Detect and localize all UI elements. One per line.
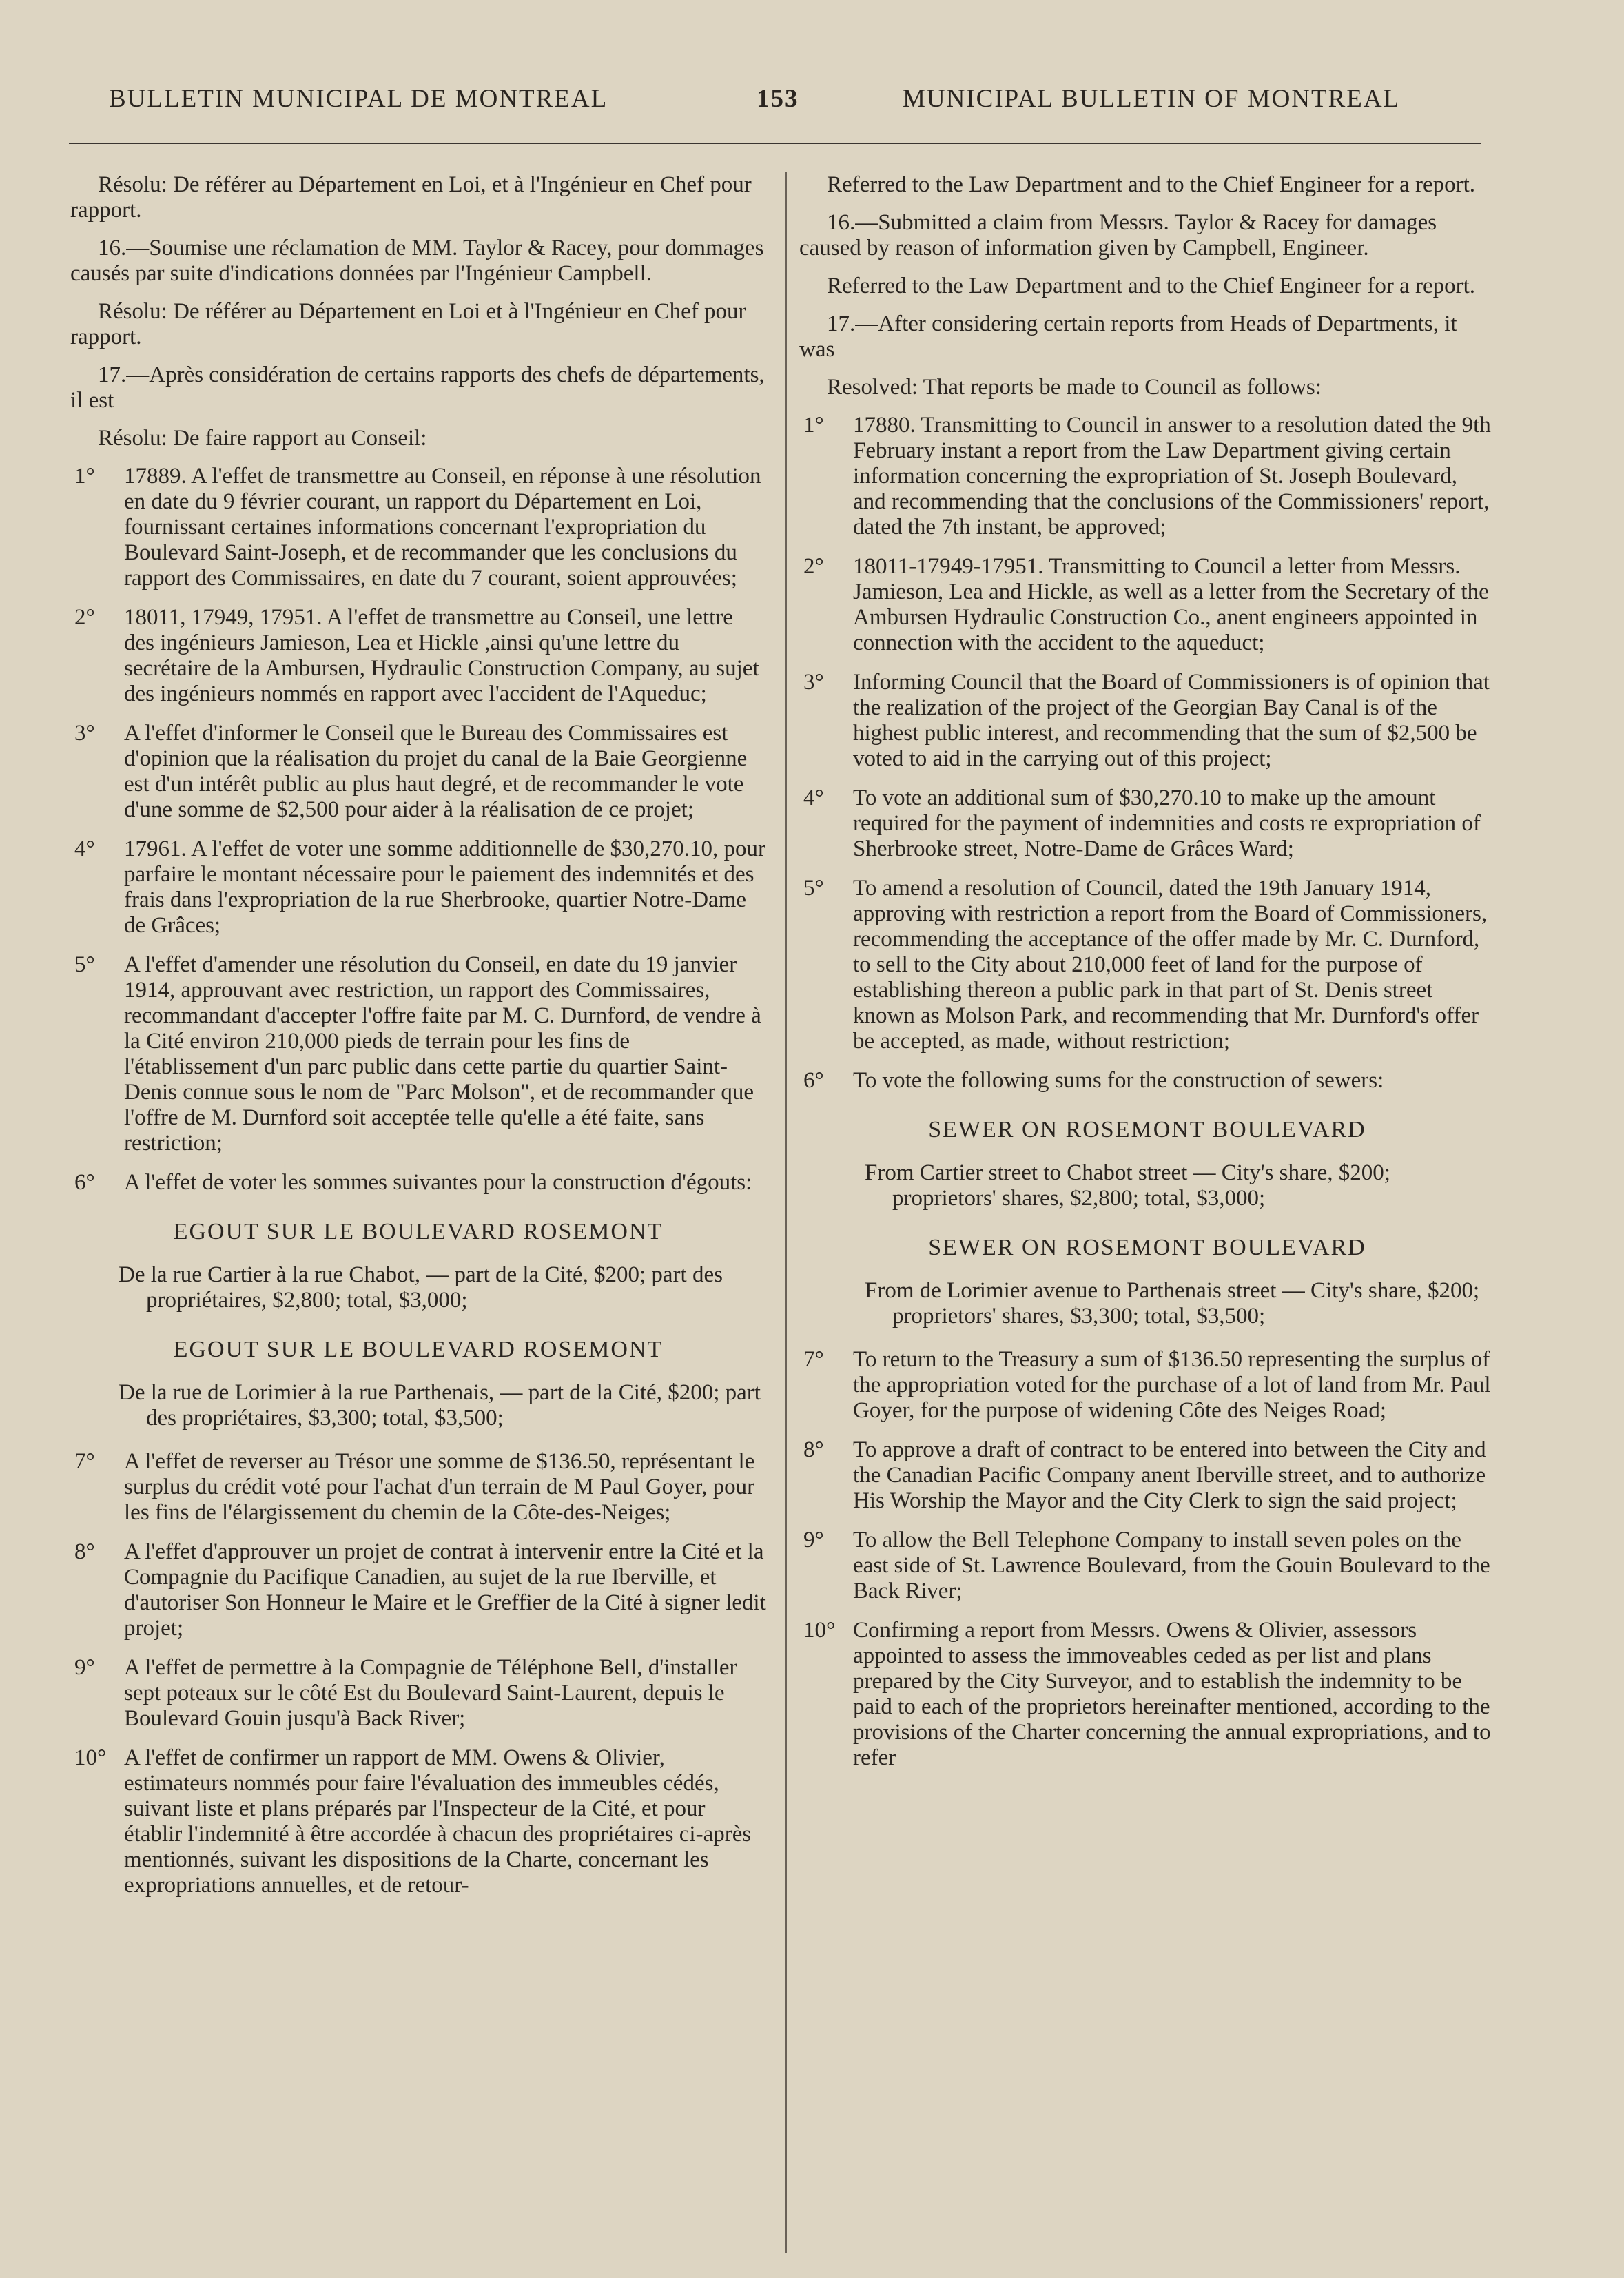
fr-item-text: 17889. A l'effet de transmettre au Conseil, en réponse à une résolution en date du 9 février courant, un rapport du Département en Loi, fournissant certaines informations concernant l'expropriation du Boulevard Saint-Joseph, et de recommander que les conclusions du rapport des Commissaires, en date du 7 courant, soient approuvées;: [124, 464, 761, 591]
fr-item-text: A l'effet d'approuver un projet de contrat à intervenir entre la Cité et la Compagnie du Pacifique Canadien, au sujet de la rue Iberville, et d'autoriser Son Honneur le Maire et le Greffier de la Cité à signer ledit projet;: [124, 1539, 766, 1641]
en-resolved: Resolved: That reports be made to Council as follows:: [827, 375, 1322, 400]
fr-item-number: 4°: [74, 837, 95, 861]
en-item-text: To allow the Bell Telephone Company to install seven poles on the east side of St. Lawrence Boulevard, from the Gouin Boulevard to the Back River;: [853, 1528, 1490, 1603]
fr-list-item: [70, 1170, 766, 1196]
column-divider: [785, 172, 787, 2253]
en-sewer-text-1: From Cartier street to Chabot street — City's share, $200; proprietors' shares, $2,800; total, $3,000;: [865, 1160, 1390, 1211]
fr-resolution-2: Résolu: De référer au Département en Loi et à l'Ingénieur en Chef pour rapport.: [70, 299, 746, 349]
fr-item-number: 3°: [74, 721, 95, 746]
fr-item-text: A l'effet de permettre à la Compagnie de Téléphone Bell, d'installer sept poteaux sur le côté Est du Boulevard Saint-Laurent, depuis le Boulevard Gouin jusqu'à Back River;: [124, 1655, 737, 1731]
en-claim-16: 16.—Submitted a claim from Messrs. Taylor & Racey for damages caused by reason of information given by Campbell, Engineer.: [799, 210, 1437, 260]
fr-item-number: 2°: [74, 605, 95, 630]
en-item-text: To approve a draft of contract to be entered into between the City and the Canadian Pacific Company anent Iberville street, and to authorize His Worship the Mayor and the City Clerk to sign the said project;: [853, 1437, 1486, 1513]
fr-sewer-heading-2: EGOUT SUR LE BOULEVARD ROSEMONT: [173, 1337, 664, 1362]
fr-item-text: A l'effet d'amender une résolution du Conseil, en date du 19 janvier 1914, approuvant avec restriction, un rapport des Commissaires, recommandant d'accepter l'offre faite par M. C. Durnford, de vendre à la Cité environ 210,000 pieds de terrain pour les fins de l'établissement d'un parc public dans cette partie du quartier Saint-Denis connue sous le nom de "Parc Molson", et de recommander que l'offre de M. Durnford soit acceptée telle qu'elle a été faite, sans restriction;: [124, 952, 761, 1156]
fr-list-item: [70, 837, 766, 938]
fr-sewer-heading-1: EGOUT SUR LE BOULEVARD ROSEMONT: [173, 1219, 664, 1244]
en-item-number: 9°: [803, 1528, 824, 1552]
fr-item-number: 5°: [74, 952, 95, 977]
header-rule: [69, 143, 1481, 144]
en-item-number: 10°: [803, 1618, 836, 1643]
fr-item-number: 10°: [74, 1745, 107, 1770]
fr-item-17-intro: 17.—Après considération de certains rapports des chefs de départements, il est: [70, 362, 765, 413]
en-list-item: [799, 1618, 1495, 1771]
en-list-item: [799, 1437, 1495, 1514]
en-item-text: 17880. Transmitting to Council in answer to a resolution dated the 9th February instant a report from the Law Department giving certain information concerning the expropriation of St. Joseph Boulevard, and recommending that the conclusions of the Commissioners' report, dated the 7th instant, be approved;: [853, 413, 1491, 540]
en-item-number: 5°: [803, 876, 824, 901]
english-column: [799, 172, 1495, 1785]
en-list-item: [799, 1068, 1495, 1094]
header-english-title: MUNICIPAL BULLETIN OF MONTREAL: [903, 85, 1401, 113]
fr-list-item: [70, 1449, 766, 1526]
page-number: 153: [757, 85, 799, 113]
en-item-text: Informing Council that the Board of Commissioners is of opinion that the realization of the project of the Georgian Bay Canal is of the highest public interest, and recommending that the sum of $2,500 be voted to aid in the carrying out of this project;: [853, 670, 1490, 771]
en-item-text: 18011-17949-17951. Transmitting to Council a letter from Messrs. Jamieson, Lea and Hickle, as well as a letter from the Secretary of the Ambursen Hydraulic Construction Co., anent engineers appointed in connection with the accident to the aqueduct;: [853, 554, 1489, 655]
en-item-number: 8°: [803, 1437, 824, 1462]
fr-sewer-text-1: De la rue Cartier à la rue Chabot, — part de la Cité, $200; part des propriétaires, $2,800; total, $3,000;: [119, 1262, 723, 1313]
fr-item-number: 1°: [74, 464, 95, 489]
en-list-item: [799, 413, 1495, 540]
fr-list-item: [70, 1539, 766, 1641]
en-item-17-intro: 17.—After considering certain reports from Heads of Departments, it was: [799, 311, 1457, 362]
en-item-text: To return to the Treasury a sum of $136.50 representing the surplus of the appropriation voted for the purchase of a lot of land from Mr. Paul Goyer, for the purpose of widening Côte des Neiges Road;: [853, 1347, 1491, 1423]
fr-item-number: 9°: [74, 1655, 95, 1680]
fr-claim-16: 16.—Soumise une réclamation de MM. Taylor & Racey, pour dommages causés par suite d'indications données par l'Ingénieur Campbell.: [70, 236, 764, 286]
fr-item-text: A l'effet d'informer le Conseil que le Bureau des Commissaires est d'opinion que la réalisation du projet du canal de la Baie Georgienne est d'un intérêt public au plus haut degré, et de recommander le vote d'une somme de $2,500 pour aider à la réalisation de ce projet;: [124, 721, 748, 822]
fr-list-item: [70, 1655, 766, 1732]
en-item-number: 7°: [803, 1347, 824, 1372]
fr-list-item: [70, 605, 766, 707]
fr-sewer-text-2: De la rue de Lorimier à la rue Parthenais, — part de la Cité, $200; part des propriétaires, $3,300; total, $3,500;: [119, 1380, 761, 1430]
en-referral-1: Referred to the Law Department and to the Chief Engineer for a report.: [827, 172, 1476, 197]
fr-list-item: [70, 464, 766, 591]
en-sewer-heading-2: SEWER ON ROSEMONT BOULEVARD: [928, 1235, 1366, 1260]
fr-item-text: A l'effet de reverser au Trésor une somme de $136.50, représentant le surplus du crédit voté pour l'achat d'un terrain de M Paul Goyer, pour les fins de l'élargissement du chemin de la Côte-des-Neiges;: [124, 1449, 755, 1525]
fr-item-text: 18011, 17949, 17951. A l'effet de transmettre au Conseil, une lettre des ingénieurs Jamieson, Lea et Hickle ,ainsi qu'une lettre du secrétaire de la Ambursen, Hydraulic Construction Company, au sujet des ingénieurs nommés en rapport avec l'accident de l'Aqueduc;: [124, 605, 759, 706]
en-list-item: [799, 554, 1495, 656]
fr-item-number: 7°: [74, 1449, 95, 1474]
fr-list-item: [70, 1745, 766, 1898]
fr-item-number: 6°: [74, 1170, 95, 1195]
fr-list-item: [70, 952, 766, 1156]
fr-resolution-3: Résolu: De faire rapport au Conseil:: [98, 426, 427, 451]
en-item-text: To amend a resolution of Council, dated the 19th January 1914, approving with restriction a report from the Board of Commissioners, recommending the acceptance of the offer made by Mr. C. Durnford, to sell to the City about 210,000 feet of land for the purpose of establishing thereon a public park in that part of St. Denis street known as Molson Park, and recommending that Mr. Durnford's offer be accepted, as made, without restriction;: [853, 876, 1488, 1054]
fr-list-item: [70, 721, 766, 823]
header-french-title: BULLETIN MUNICIPAL DE MONTREAL: [109, 85, 608, 113]
en-item-text: To vote the following sums for the construction of sewers:: [853, 1068, 1384, 1093]
en-item-number: 4°: [803, 786, 824, 810]
en-list-item: [799, 670, 1495, 772]
en-item-text: To vote an additional sum of $30,270.10 to make up the amount required for the payment of indemnities and costs re expropriation of Sherbrooke street, Notre-Dame de Grâces Ward;: [853, 786, 1481, 861]
fr-item-text: A l'effet de confirmer un rapport de MM. Owens & Olivier, estimateurs nommés pour faire l'évaluation des immeubles cédés, suivant liste et plans préparés par l'Inspecteur de la Cité, et pour établir l'indemnité à être accordée à chacun des propriétaires ci-après mentionnés, suivant les dispositions de la Charte, concernant les expropriations annuelles, et de retour-: [124, 1745, 752, 1898]
en-item-number: 6°: [803, 1068, 824, 1093]
en-item-number: 3°: [803, 670, 824, 695]
french-column: [70, 172, 766, 1912]
en-referral-2: Referred to the Law Department and to the Chief Engineer for a report.: [827, 274, 1476, 298]
en-sewer-text-2: From de Lorimier avenue to Parthenais street — City's share, $200; proprietors' shares, $3,300; total, $3,500;: [865, 1278, 1480, 1328]
en-sewer-heading-1: SEWER ON ROSEMONT BOULEVARD: [928, 1117, 1366, 1142]
en-list-item: [799, 786, 1495, 862]
en-item-number: 2°: [803, 554, 824, 579]
en-list-item: [799, 876, 1495, 1054]
fr-item-text: 17961. A l'effet de voter une somme additionnelle de $30,270.10, pour parfaire le montant nécessaire pour le paiement des indemnités et des frais dans l'expropriation de la rue Sherbrooke, quartier Notre-Dame de Grâces;: [124, 837, 765, 938]
en-list-item: [799, 1347, 1495, 1424]
en-list-item: [799, 1528, 1495, 1604]
fr-item-text: A l'effet de voter les sommes suivantes pour la construction d'égouts:: [124, 1170, 752, 1195]
en-item-text: Confirming a report from Messrs. Owens & Olivier, assessors appointed to assess the immoveables ceded as per list and plans prepared by the City Surveyor, and to establish the indemnity to be paid to each of the proprietors hereinafter mentioned, according to the provisions of the Charter concerning the annual expropriations, and to refer: [853, 1618, 1491, 1770]
en-item-number: 1°: [803, 413, 824, 438]
fr-resolution-1: Résolu: De référer au Département en Loi, et à l'Ingénieur en Chef pour rapport.: [70, 172, 752, 223]
fr-item-number: 8°: [74, 1539, 95, 1564]
